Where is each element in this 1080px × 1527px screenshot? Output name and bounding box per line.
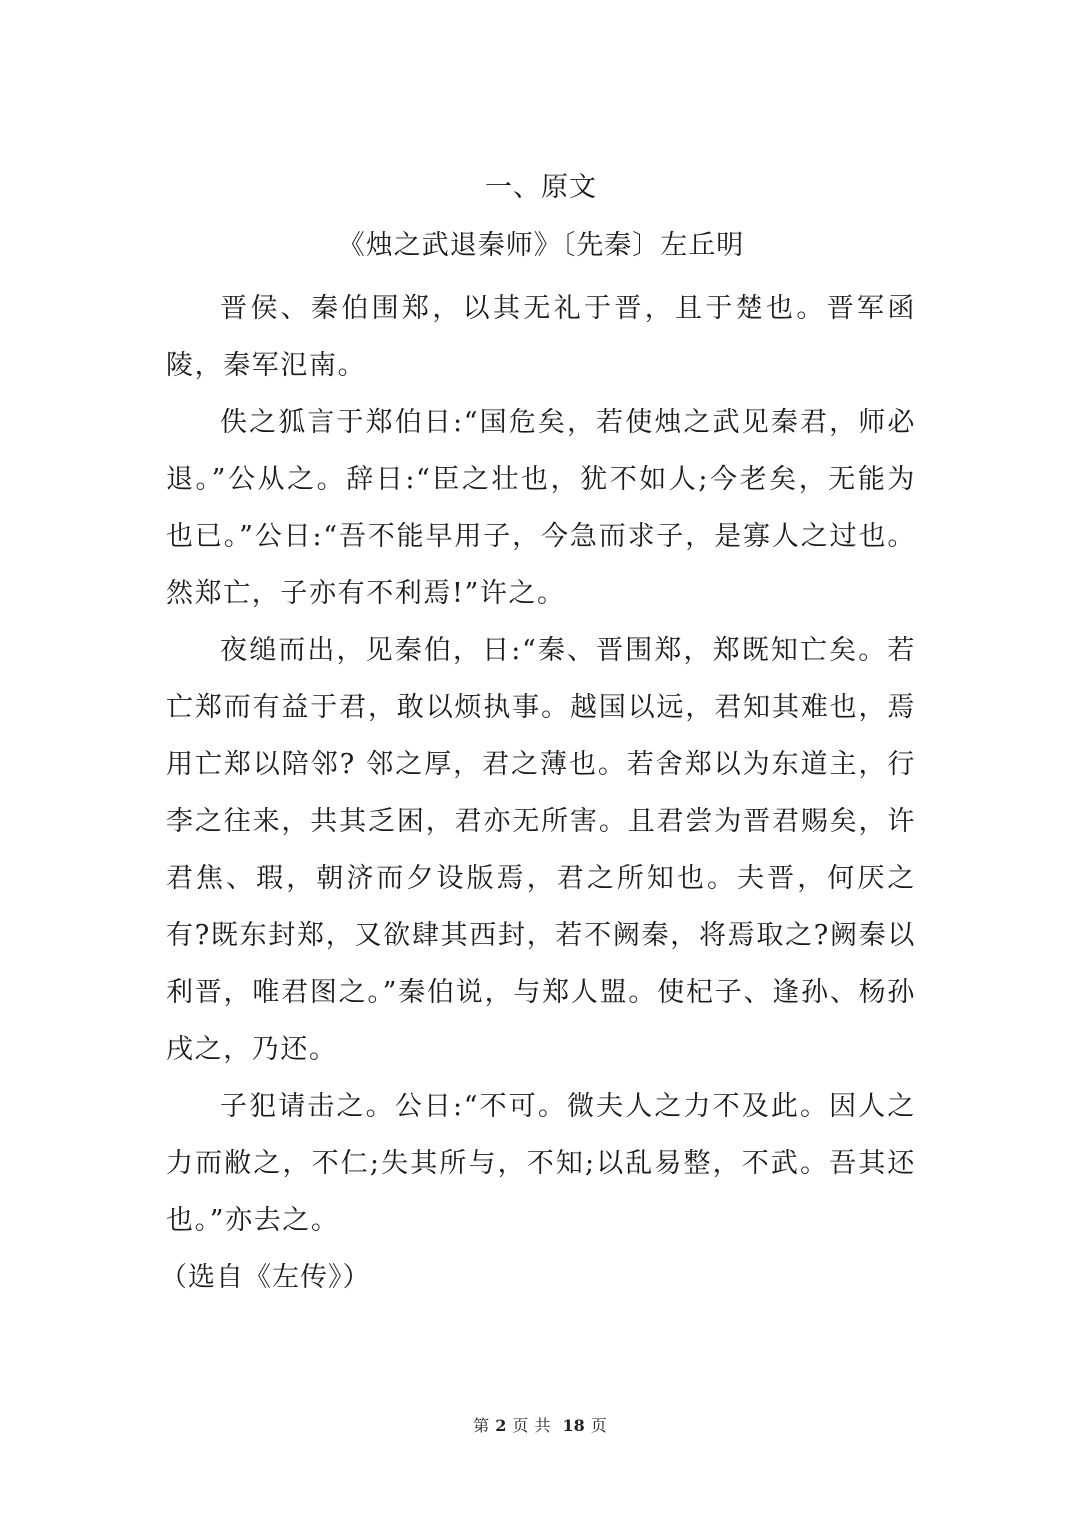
footer-page-number: 2 bbox=[495, 1416, 507, 1435]
footer-total-word: 共 bbox=[534, 1416, 551, 1435]
paragraph-1: 晋侯、秦伯围郑，以其无礼于晋，且于楚也。晋军函陵，秦军氾南。 bbox=[166, 293, 916, 381]
footer-suffix: 页 bbox=[590, 1416, 607, 1435]
source-note: （选自《左传》） bbox=[160, 1262, 371, 1293]
work-title: 《烛之武退秦师》〔先秦〕左丘明 bbox=[337, 230, 745, 261]
paragraph-4: 子犯请击之。公日:“不可。微夫人之力不及此。因人之力而敝之，不仁;失其所与，不知;以乱易整，不武。吾其还也。”亦去之。 bbox=[166, 1091, 916, 1236]
page-footer bbox=[0, 1414, 1080, 1438]
paragraph-3: 夜缒而出，见秦伯，日:“秦、晋围郑，郑既知亡矣。若亡郑而有益于君，敢以烦执事。越国以远，君知其难也，焉用亡郑以陪邻? 邻之厚，君之薄也。若舍郑以为东道主，行李之往来，共其乏困，君亦无所害。且君尝为晋君赐矣，许君焦、瑕，朝济而夕设版焉，君之所知也。夫晋，何厌之有?既东封郑，又欲肆其西封，若不阙秦，将焉取之?阙秦以利晋，唯君图之。”秦伯说，与郑人盟。使杞子、逢孙、杨孙戌之，乃还。 bbox=[166, 635, 916, 1065]
footer-total-pages: 18 bbox=[562, 1416, 585, 1435]
section-heading: 一、原文 bbox=[485, 172, 597, 203]
document-body bbox=[160, 166, 916, 1306]
footer-page-word: 页 bbox=[512, 1416, 529, 1435]
footer-prefix: 第 bbox=[473, 1416, 490, 1435]
paragraph-2: 佚之狐言于郑伯日:“国危矣，若使烛之武见秦君，师必退。”公从之。辞日:“臣之壮也，犹不如人;今老矣，无能为也已。”公日:“吾不能早用子，今急而求子，是寡人之过也。然郑亡，子亦有不利焉!”许之。 bbox=[166, 407, 916, 609]
